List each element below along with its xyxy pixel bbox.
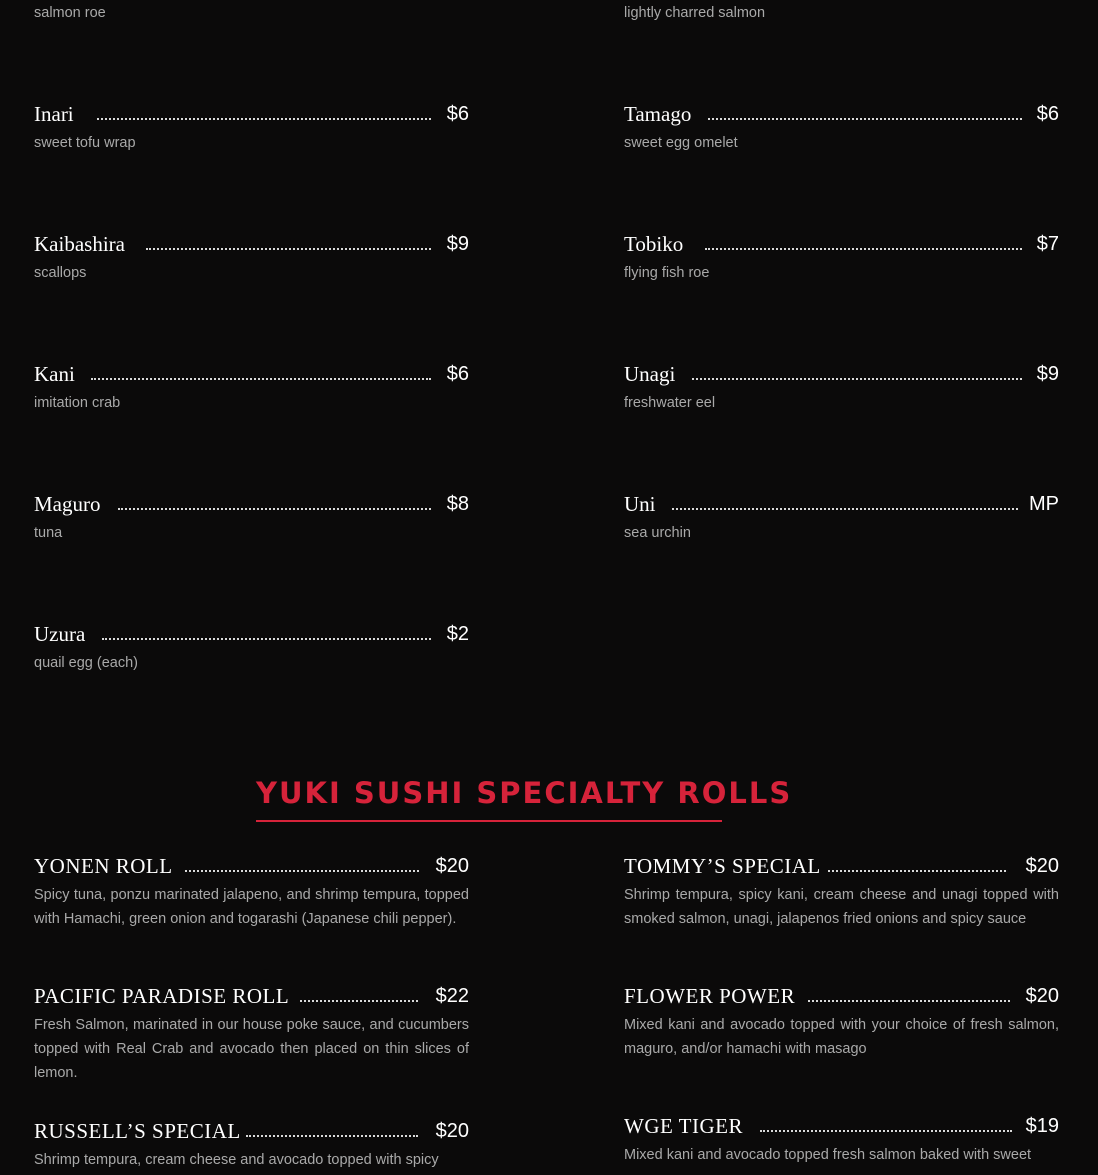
roll-price: $19 (1025, 1115, 1059, 1137)
menu-item-price: $8 (446, 493, 469, 515)
dotted-leader (692, 378, 1022, 380)
dotted-leader (300, 1000, 418, 1002)
roll-name: RUSSELL’S SPECIAL (34, 1119, 241, 1143)
dotted-leader (246, 1135, 418, 1137)
menu-item-name: Kani (34, 362, 75, 386)
roll-description: Shrimp tempura, spicy kani, cream cheese and unagi topped with smoked salmon, unagi, jalapenos fried onions and spicy sauce (624, 887, 1059, 927)
roll-price: $20 (435, 855, 469, 877)
menu-item-name: Uni (624, 492, 656, 516)
roll-description: Fresh Salmon, marinated in our house poke sauce, and cucumbers topped with Real Crab and avocado then placed on thin slices of lemon. (34, 1017, 469, 1081)
item-description: quail egg (each) (34, 655, 138, 671)
roll-description: Mixed kani and avocado topped fresh salmon baked with sweet (624, 1147, 1032, 1163)
menu-item-price: $6 (1036, 103, 1059, 125)
section-heading: YUKI SUSHI SPECIALTY ROLLS (256, 774, 722, 822)
item-description: lightly charred salmon (624, 5, 766, 21)
roll-price: $20 (1025, 985, 1059, 1007)
dotted-leader (708, 118, 1022, 120)
roll-name: WGE TIGER (624, 1114, 744, 1138)
menu-item-price: $6 (446, 103, 469, 125)
item-description: salmon roe (34, 5, 106, 21)
roll-description: Spicy tuna, ponzu marinated jalapeno, and shrimp tempura, topped with Hamachi, green onion and togarashi (Japanese chili pepper). (34, 887, 469, 927)
dotted-leader (185, 870, 419, 872)
menu-item-name: Inari (34, 102, 74, 126)
item-description: imitation crab (34, 395, 121, 411)
dotted-leader (808, 1000, 1010, 1002)
roll-price: $22 (435, 985, 469, 1007)
dotted-leader (672, 508, 1018, 510)
dotted-leader (118, 508, 431, 510)
item-description: sweet egg omelet (624, 135, 738, 151)
dotted-leader (705, 248, 1022, 250)
menu-item-price: $6 (446, 363, 469, 385)
dotted-leader (760, 1130, 1012, 1132)
item-description: scallops (34, 265, 87, 281)
dotted-leader (97, 118, 431, 120)
roll-name: PACIFIC PARADISE ROLL (34, 984, 290, 1008)
roll-name: YONEN ROLL (34, 854, 173, 878)
item-description: flying fish roe (624, 265, 710, 281)
menu-item-name: Tamago (624, 102, 692, 126)
item-description: tuna (34, 525, 63, 541)
menu-item-price: $9 (446, 233, 469, 255)
dotted-leader (146, 248, 431, 250)
menu-item-price: $7 (1036, 233, 1059, 255)
menu-item-price: MP (1029, 493, 1059, 515)
item-description: sea urchin (624, 525, 691, 541)
item-description: sweet tofu wrap (34, 135, 136, 151)
menu-item-name: Uzura (34, 622, 86, 646)
roll-description: Shrimp tempura, cream cheese and avocado topped with spicy (34, 1152, 439, 1168)
menu-item-name: Maguro (34, 492, 101, 516)
roll-price: $20 (1025, 855, 1059, 877)
item-description: freshwater eel (624, 395, 716, 411)
dotted-leader (102, 638, 431, 640)
roll-description: Mixed kani and avocado topped with your choice of fresh salmon, maguro, and/or hamachi with masago (624, 1017, 1059, 1057)
dotted-leader (91, 378, 431, 380)
menu-item-name: Kaibashira (34, 232, 125, 256)
dotted-leader (828, 870, 1006, 872)
menu-item-name: Unagi (624, 362, 676, 386)
roll-name: TOMMY’S SPECIAL (624, 854, 821, 878)
roll-price: $20 (435, 1120, 469, 1142)
menu-item-name: Tobiko (624, 232, 684, 256)
menu-item-price: $2 (446, 623, 469, 645)
roll-name: FLOWER POWER (624, 984, 796, 1008)
menu-item-price: $9 (1036, 363, 1059, 385)
